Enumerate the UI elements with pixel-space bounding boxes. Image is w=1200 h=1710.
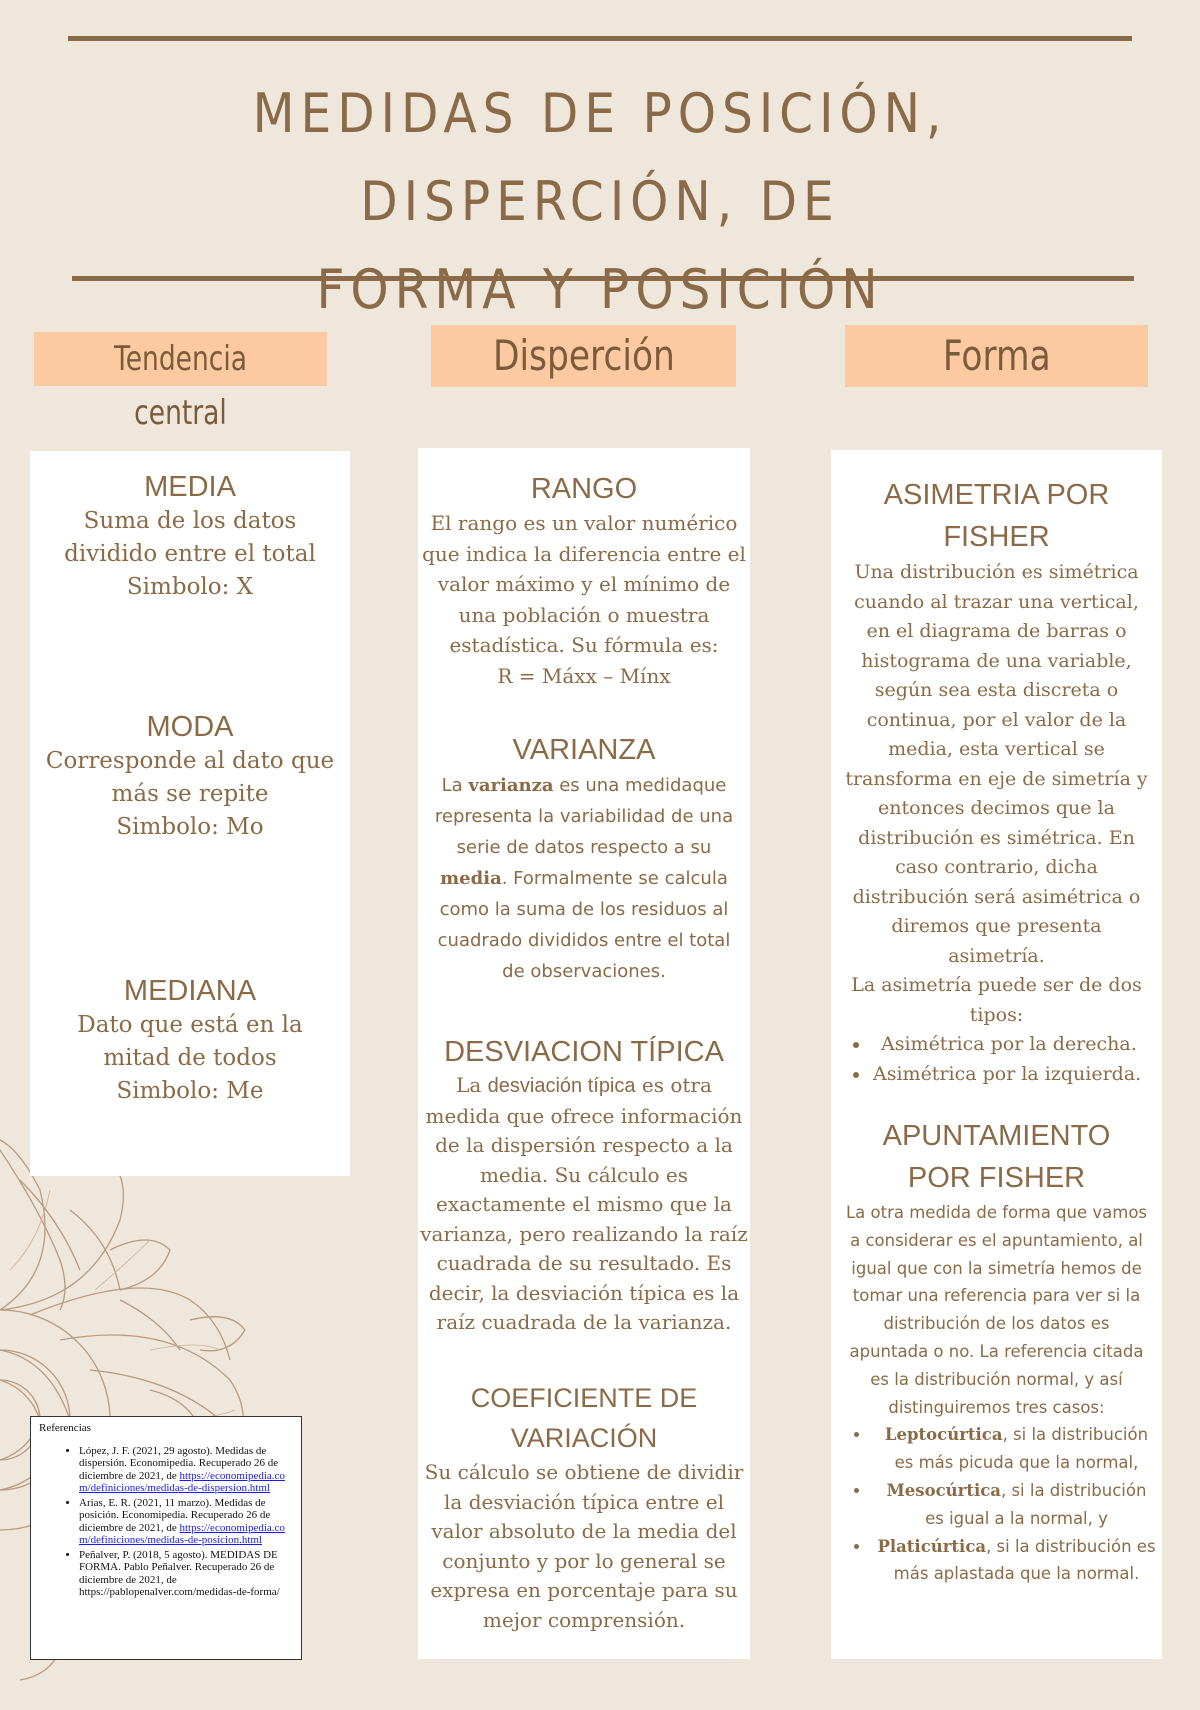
mediana-line-1: Dato que está en la xyxy=(77,1012,303,1038)
moda-section xyxy=(30,709,350,844)
coeficiente-line-3: valor absoluto de la media del xyxy=(431,1519,737,1543)
apuntamiento-line-2: a considerar es el apuntamiento, al xyxy=(850,1230,1143,1250)
case-mesocurtica xyxy=(871,1477,1162,1533)
moda-heading: MODA xyxy=(146,711,234,743)
media-line-2: dividido entre el total xyxy=(64,541,316,567)
forma-panel xyxy=(831,450,1162,1659)
asimetria-section xyxy=(831,474,1162,1089)
rango-line-3: valor máximo y el mínimo de xyxy=(437,572,731,596)
apuntamiento-heading-2: POR FISHER xyxy=(907,1162,1086,1194)
coeficiente-line-4: conjunto y por lo general se xyxy=(442,1548,726,1573)
coeficiente-line-5: expresa en porcentaje para su xyxy=(430,1578,738,1602)
reference-text-1: López, J. F. (2021, 29 agosto). Medidas de dispersión. Economipedia. Recuperado 26 de diciembre de 2021, de xyxy=(79,1444,279,1482)
varianza-line-5: como la suma de los residuos al xyxy=(439,899,729,920)
title-line-2: FORMA Y POSICIÓN xyxy=(316,258,884,321)
varianza-line-3: serie de datos respecto a su xyxy=(456,837,712,858)
references-list xyxy=(39,1445,293,1599)
varianza-line-2: representa la variabilidad de una xyxy=(434,806,734,827)
media-section xyxy=(30,469,350,604)
mediana-section xyxy=(30,973,350,1108)
asimetria-heading-1: ASIMETRIA POR xyxy=(883,479,1110,511)
leptocurtica-line-1: , si la distribución xyxy=(1002,1425,1149,1445)
apuntamiento-line-3: igual que con la simetría hemos de xyxy=(851,1258,1142,1278)
apuntamiento-heading-1: APUNTAMIENTO xyxy=(882,1120,1111,1152)
rango-line-5: estadística. Su fórmula es: xyxy=(449,633,719,657)
rango-line-2: que indica la diferencia entre el xyxy=(422,541,746,566)
moda-line-2: más se repite xyxy=(111,781,269,807)
coeficiente-heading-2: VARIACIÓN xyxy=(510,1423,658,1453)
leptocurtica-line-2: es más picuda que la normal, xyxy=(894,1453,1139,1473)
asimetria-line-8: transforma en eje de simetría y xyxy=(845,767,1148,790)
mediana-heading: MEDIANA xyxy=(123,975,257,1007)
desviacion-line-4: media. Su cálculo es xyxy=(479,1162,689,1187)
case-platicurtica xyxy=(871,1533,1162,1589)
reference-item xyxy=(79,1497,293,1547)
references-title: Referencias xyxy=(39,1422,91,1434)
rango-line-4: una población o muestra xyxy=(458,602,710,627)
asimetria-line-16: tipos: xyxy=(969,1003,1024,1026)
coeficiente-heading-1: COEFICIENTE DE xyxy=(470,1383,698,1413)
mediana-line-3: Simbolo: Me xyxy=(116,1078,264,1104)
varianza-line-1-pre: La xyxy=(441,775,469,796)
desviacion-line-1-post: es otra xyxy=(635,1073,712,1097)
desviacion-line-7: cuadrada de su resultado. Es xyxy=(436,1251,732,1275)
varianza-line-1-post: es una medidaque xyxy=(553,775,727,796)
asimetria-line-10: distribución es simétrica. En xyxy=(858,826,1135,849)
apuntamiento-line-8: distinguiremos tres casos: xyxy=(888,1397,1105,1417)
desviacion-line-9: raíz cuadrada de la varianza. xyxy=(436,1310,732,1334)
varianza-section xyxy=(418,732,750,987)
apuntamiento-line-6: apuntada o no. La referencia citada xyxy=(849,1341,1144,1361)
asimetria-line-13: diremos que presenta xyxy=(891,915,1102,937)
desviacion-line-5: exactamente el mismo que la xyxy=(436,1192,732,1216)
kurtosis-cases-list xyxy=(831,1421,1162,1588)
media-line-1: Suma de los datos xyxy=(83,508,297,534)
leptocurtica-term: Leptocúrtica xyxy=(884,1425,1003,1445)
asimetria-line-4: histograma de una variable, xyxy=(861,649,1132,672)
apuntamiento-section xyxy=(831,1115,1162,1588)
desviacion-line-1-pre: La xyxy=(456,1073,488,1097)
coeficiente-section xyxy=(418,1378,750,1635)
varianza-line-1 xyxy=(418,770,750,801)
varianza-line-7: de observaciones. xyxy=(502,961,666,982)
tab-tendencia-central xyxy=(34,332,327,433)
reference-link-2[interactable]: https://economipedia.com/definiciones/medidas-de-posicion.html xyxy=(79,1521,285,1546)
reference-item xyxy=(79,1549,293,1599)
asimetria-line-1: Una distribución es simétrica xyxy=(854,561,1139,583)
rango-formula: R = Máxx – Mínx xyxy=(497,663,671,688)
mesocurtica-line-2: es igual a la normal, y xyxy=(925,1508,1108,1528)
tab-dispersion xyxy=(431,325,736,387)
reference-text-2: Arias, E. R. (2021, 11 marzo). Medidas de posición. Economipedia. Recuperado 26 de diciembre de 2021, de xyxy=(79,1496,271,1534)
mesocurtica-term: Mesocúrtica xyxy=(886,1480,1001,1500)
mesocurtica-line-1: , si la distribución xyxy=(1000,1480,1147,1500)
varianza-line-6: cuadrado divididos entre el total xyxy=(437,930,731,951)
moda-line-1: Corresponde al dato que xyxy=(45,748,335,774)
asimetria-line-14: asimetría. xyxy=(948,944,1045,967)
asimetria-heading-2: FISHER xyxy=(943,521,1050,553)
desviacion-line-6: varianza, pero realizando la raíz xyxy=(420,1221,748,1246)
asimetria-line-2: cuando al trazar una vertical, xyxy=(854,590,1139,613)
desviacion-line-2: medida que ofrece información xyxy=(425,1103,743,1128)
apuntamiento-line-1: La otra medida de forma que vamos xyxy=(845,1203,1148,1222)
desviacion-term: desviación típica xyxy=(487,1075,636,1097)
desviacion-section xyxy=(418,1034,750,1338)
varianza-line-4 xyxy=(418,863,750,894)
asimetria-type-left: • Asimétrica por la izquierda. xyxy=(871,1060,1162,1090)
mediana-line-2: mitad de todos xyxy=(103,1045,277,1071)
reference-link-1[interactable]: https://economipedia.com/definiciones/medidas-de-dispersion.html xyxy=(79,1469,285,1494)
asimetria-line-6: continua, por el valor de la xyxy=(866,708,1127,731)
varianza-line-4-post: . Formalmente se calcula xyxy=(501,868,728,889)
platicurtica-term: Platicúrtica xyxy=(877,1536,987,1556)
dispersion-panel xyxy=(418,448,750,1659)
page-title xyxy=(60,70,1140,334)
tab-forma-label: Forma xyxy=(942,331,1051,380)
asimetria-types-list xyxy=(831,1030,1162,1089)
desviacion-line-8: decir, la desviación típica es la xyxy=(428,1280,740,1305)
asimetria-line-15: La asimetría puede ser de dos xyxy=(851,974,1142,996)
varianza-heading: VARIANZA xyxy=(512,734,656,766)
asimetria-line-11: caso contrario, dicha xyxy=(895,856,1098,878)
asimetria-line-5: según sea esta discreta o xyxy=(874,679,1119,701)
desviacion-heading: DESVIACION TÍPICA xyxy=(444,1036,724,1068)
case-leptocurtica xyxy=(871,1421,1162,1477)
asimetria-line-9: entonces decimos que la xyxy=(878,797,1115,819)
asimetria-line-12: distribución será asimétrica o xyxy=(852,885,1141,908)
tab-tendencia-label: Tendencia central xyxy=(114,339,247,433)
desviacion-line-3: de la dispersión respecto a la xyxy=(435,1133,733,1157)
references-box xyxy=(30,1416,302,1660)
platicurtica-line-2: más aplastada que la normal. xyxy=(893,1564,1140,1584)
platicurtica-line-1: , si la distribución es xyxy=(986,1536,1156,1556)
media-term: media xyxy=(440,868,502,889)
asimetria-type-right: • Asimétrica por la derecha. xyxy=(871,1030,1162,1060)
reference-text-3: Peñalver, P. (2018, 5 agosto). MEDIDAS DE FORMA. Pablo Peñalver. Recuperado 26 de diciembre de 2021, de https://pablopenalver.com/medidas-de-forma/ xyxy=(79,1548,280,1598)
apuntamiento-line-4: tomar una referencia para ver si la xyxy=(852,1286,1141,1306)
asimetria-line-7: media, esta vertical se xyxy=(888,738,1105,760)
coeficiente-line-6: mejor comprensión. xyxy=(482,1607,686,1632)
title-line-1: MEDIDAS DE POSICIÓN, DISPERCIÓN, DE xyxy=(252,82,948,233)
rango-heading: RANGO xyxy=(530,473,638,505)
reference-item xyxy=(79,1445,293,1495)
coeficiente-line-2: la desviación típica entre el xyxy=(444,1489,724,1514)
apuntamiento-line-5: distribución de los datos es xyxy=(883,1314,1110,1334)
central-tendency-panel xyxy=(30,451,350,1176)
asimetria-line-3: en el diagrama de barras o xyxy=(866,620,1127,642)
tab-forma xyxy=(845,325,1148,387)
desviacion-line-1 xyxy=(418,1071,750,1102)
top-rule xyxy=(68,36,1132,41)
rango-section xyxy=(418,472,750,691)
rango-line-1: El rango es un valor numérico xyxy=(430,511,738,535)
moda-line-3: Simbolo: Mo xyxy=(116,814,264,840)
coeficiente-line-1: Su cálculo se obtiene de dividir xyxy=(424,1460,744,1484)
varianza-term: varianza xyxy=(468,775,554,796)
tab-dispersion-label: Disperción xyxy=(492,331,675,380)
apuntamiento-line-7: es la distribución normal, y así xyxy=(870,1369,1123,1389)
media-heading: MEDIA xyxy=(144,471,236,503)
media-line-3: Simbolo: X xyxy=(126,574,254,600)
